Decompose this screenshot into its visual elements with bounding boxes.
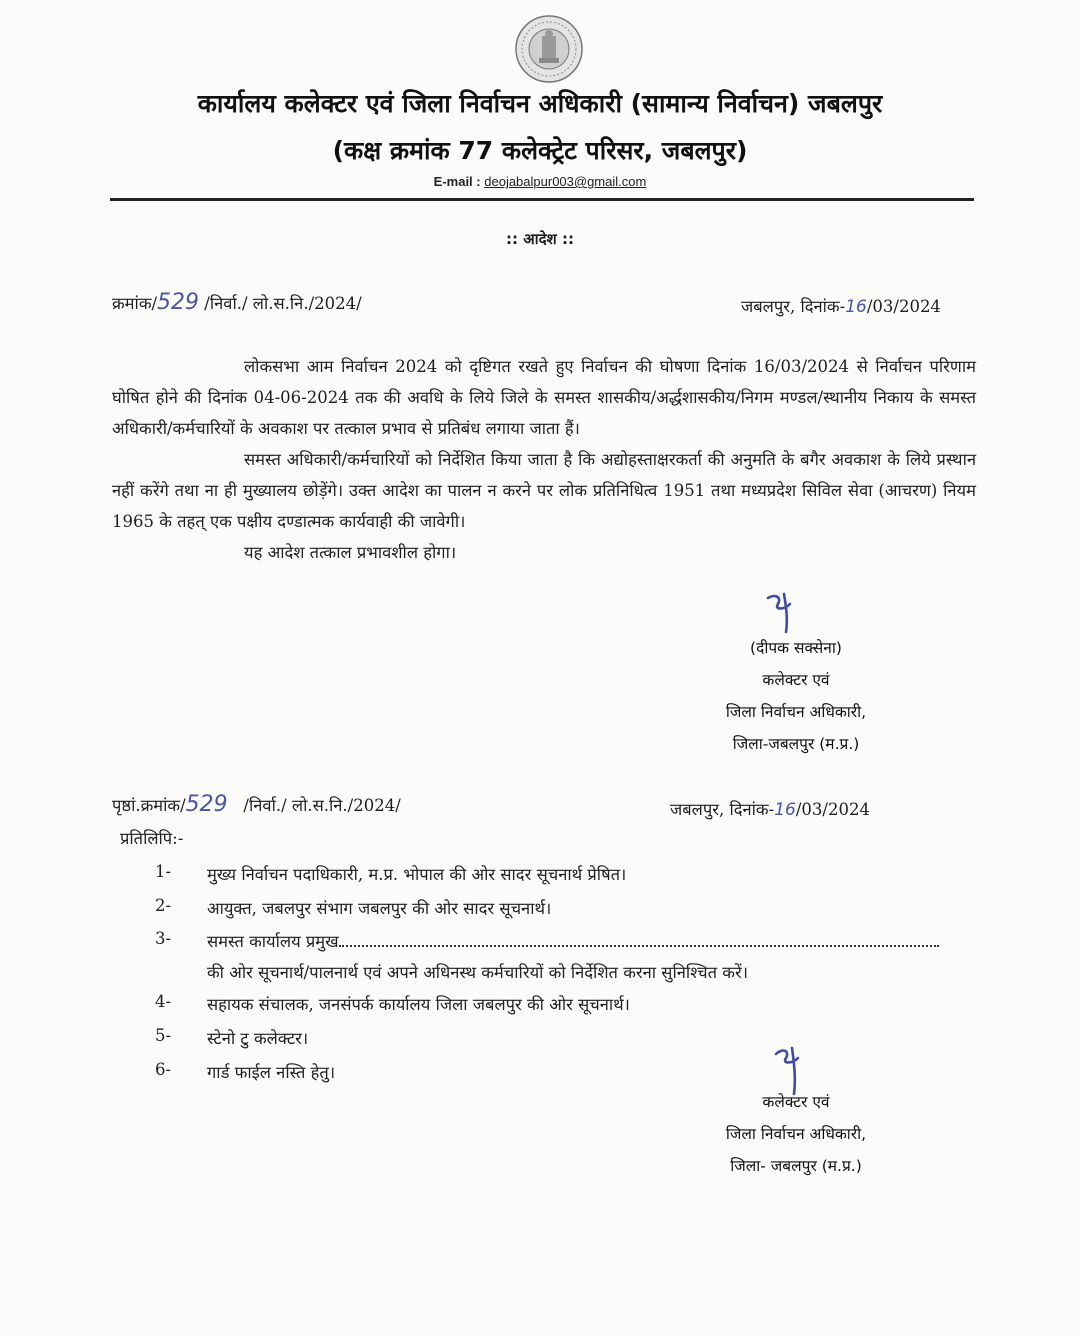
reference-suffix: /निर्वा./ लो.स.नि./2024/ <box>204 294 362 313</box>
reference-prefix: क्रमांक/ <box>112 294 158 313</box>
reference-number-line <box>112 290 362 315</box>
copy-to-label: प्रतिलिपि:- <box>120 829 184 848</box>
list-item-number: 6- <box>155 1060 172 1079</box>
list-item-number: 5- <box>155 1026 172 1045</box>
list-item-text-with-blank <box>207 929 939 952</box>
body-paragraph-3: यह आदेश तत्काल प्रभावशील होगा। <box>244 543 457 562</box>
handwritten-endorsement-number: 529 <box>185 792 228 817</box>
reference-place-date-prefix: जबलपुर, दिनांक- <box>741 297 846 316</box>
endorsement-date-suffix: /03/2024 <box>795 800 870 819</box>
endorsement-suffix: /निर्वा./ लो.स.नि./2024/ <box>243 796 401 815</box>
email-address: deojabalpur003@gmail.com <box>484 174 647 189</box>
endorsement-place-date-prefix: जबलपुर, दिनांक- <box>670 800 775 819</box>
government-seal-emblem <box>514 14 584 84</box>
list-item-text: समस्त कार्यालय प्रमुख <box>207 932 339 951</box>
list-item <box>0 1026 1080 1056</box>
list-item-text: गार्ड फाईल नस्ति हेतु। <box>207 1063 336 1082</box>
header-divider <box>110 198 974 201</box>
list-item-text: मुख्य निर्वाचन पदाधिकारी, म.प्र. भोपाल की ओर सादर सूचनार्थ प्रेषित। <box>207 865 627 884</box>
signature-block-2 <box>646 1086 946 1182</box>
email-line <box>0 174 1080 189</box>
list-item-text: स्टेनो टु कलेक्टर। <box>207 1029 309 1048</box>
order-body <box>112 351 976 568</box>
endorsement-prefix: पृष्ठां.क्रमांक/ <box>112 796 186 815</box>
list-item-number: 2- <box>155 896 172 915</box>
list-item-number: 1- <box>155 862 172 881</box>
fill-in-dotted-line <box>339 933 939 947</box>
list-item-text: की ओर सूचनार्थ/पालनार्थ एवं अपने अधिनस्थ कर्मचारियों को निर्देशित करना सुनिश्चित करें। <box>207 963 748 982</box>
office-title: कार्यालय कलेक्टर एवं जिला निर्वाचन अधिकारी (सामान्य निर्वाचन) जबलपुर <box>197 89 883 118</box>
list-item-number: 4- <box>155 992 172 1011</box>
order-title: :: आदेश :: <box>506 230 574 248</box>
list-item <box>0 862 1080 892</box>
reference-date-suffix: /03/2024 <box>866 297 941 316</box>
signatory-designation-1: कलेक्टर एवं <box>762 671 830 689</box>
signatory-location: जिला-जबलपुर (म.प्र.) <box>732 735 860 753</box>
signatory-designation-2: जिला निर्वाचन अधिकारी, <box>725 703 867 721</box>
signature-block-1 <box>646 632 946 760</box>
handwritten-endorsement-day: 16 <box>774 800 796 820</box>
reference-date-line <box>741 294 941 317</box>
signatory-designation-1: कलेक्टर एवं <box>762 1093 830 1111</box>
signatory-designation-2: जिला निर्वाचन अधिकारी, <box>725 1125 867 1143</box>
email-label: E-mail : <box>433 174 481 189</box>
signatory-location: जिला- जबलपुर (म.प्र.) <box>730 1157 862 1175</box>
list-item-text: सहायक संचालक, जनसंपर्क कार्यालय जिला जबलपुर की ओर सूचनार्थ। <box>207 995 630 1014</box>
list-item-text: आयुक्त, जबलपुर संभाग जबलपुर की ओर सादर सूचनार्थ। <box>207 899 552 918</box>
handwritten-reference-number: 529 <box>157 290 200 315</box>
body-paragraph-1: लोकसभा आम निर्वाचन 2024 को दृष्टिगत रखते हुए निर्वाचन की घोषणा दिनांक 16/03/2024 से निर्वाचन परिणाम घोषित होने की दिनांक 04-06-2024 तक की अवधि के लिये जिले के समस्त शासकीय/अर्द्धशासकीय/निगम मण्डल/स्थानीय निकाय के समस्त अधिकारी/कर्मचारियों के अवकाश पर तत्काल प्रभाव से प्रतिबंध लगाया जाता हैं। <box>112 357 976 438</box>
handwritten-reference-day: 16 <box>845 297 867 317</box>
office-address: (कक्ष क्रमांक 77 कलेक्ट्रेट परिसर, जबलपुर) <box>332 136 748 165</box>
list-item <box>0 896 1080 926</box>
list-item <box>0 929 1080 959</box>
signatory-name: (दीपक सक्सेना) <box>750 639 842 657</box>
body-paragraph-2: समस्त अधिकारी/कर्मचारियों को निर्देशित किया जाता है कि अद्योहस्ताक्षरकर्ता की अनुमति के बगैर अवकाश के लिये प्रस्थान नहीं करेंगे तथा ना ही मुख्यालय छोड़ेंगे। उक्त आदेश का पालन न करने पर लोक प्रतिनिधित्व 1951 तथा मध्यप्रदेश सिविल सेवा (आचरण) नियम 1965 के तहत् एक पक्षीय दण्डात्मक कार्यवाही की जावेगी। <box>112 450 976 531</box>
list-item-continuation <box>0 960 1080 990</box>
list-item-number: 3- <box>155 929 172 948</box>
endorsement-date-line <box>670 797 870 820</box>
endorsement-number-line <box>112 792 401 817</box>
handwritten-signature-mark <box>760 588 810 636</box>
list-item <box>0 992 1080 1022</box>
